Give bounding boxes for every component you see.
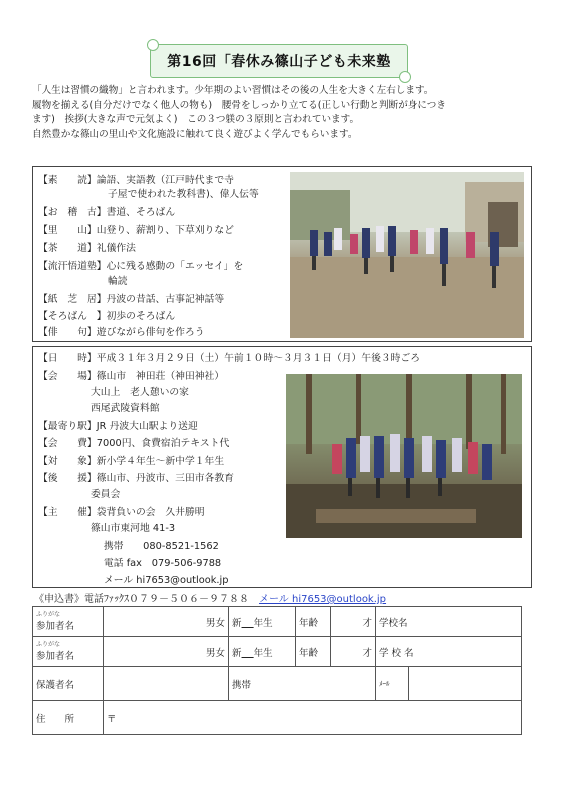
- page-title: 第16回「春休み篠山子ども未来塾: [167, 54, 391, 70]
- participant-label-1: ふりがな 参加者名: [33, 607, 104, 637]
- intro-line: ます) 挨拶(大きな声で元気よく) この３つ躾の３原則と言われています。: [32, 114, 360, 125]
- age-field-1[interactable]: 才: [331, 607, 376, 637]
- age-label-1: 年齢: [296, 607, 331, 637]
- curriculum-item: 【茶 道】礼儀作法: [38, 243, 136, 254]
- event-venue-2: 大山上 老人憩いの家: [91, 387, 189, 398]
- mail-label: ﾒｰﾙ: [376, 667, 409, 701]
- contact-mobile: 携帯 080-8521-1562: [104, 541, 219, 552]
- event-station: 【最寄り駅】JR 丹波大山駅より送迎: [38, 421, 198, 432]
- contact-email: メール hi7653@outlook.jp: [104, 575, 229, 586]
- event-date: 【日 時】平成３１年３月２９日（土）午前１０時～３月３１日（月）午後３時ごろ: [38, 353, 421, 364]
- grade-field-2[interactable]: 新 年生: [229, 637, 296, 667]
- photo-children-outdoors: [290, 172, 524, 338]
- age-field-2[interactable]: 才: [331, 637, 376, 667]
- postal-mark: 〒: [107, 713, 117, 725]
- address-label: 住 所: [33, 701, 104, 735]
- application-email-link[interactable]: メール hi7653@outlook.jp: [259, 594, 387, 605]
- mobile-field[interactable]: 携帯: [229, 667, 376, 701]
- grade-field-1[interactable]: 新 年生: [229, 607, 296, 637]
- application-form: [32, 606, 522, 735]
- curriculum-item: 【素 読】論語、実語教（江戸時代まで寺: [38, 175, 234, 186]
- application-heading: [34, 590, 386, 605]
- curriculum-item: 【お 稽 古】書道、そろばん: [38, 207, 176, 218]
- curriculum-item: 【そろばん 】初歩のそろばん: [38, 311, 176, 322]
- event-venue-3: 西尾武陵資料館: [91, 403, 160, 414]
- curriculum-item: 【流汗悟道塾】心に残る感動の「エッセイ」を: [38, 261, 244, 272]
- mail-field[interactable]: [409, 667, 522, 701]
- school-field-1[interactable]: 学校名: [376, 607, 522, 637]
- curriculum-item-cont: 輪読: [108, 276, 128, 287]
- intro-text: [32, 84, 532, 142]
- curriculum-item-cont: 子屋で使われた教科書)、偉人伝等: [108, 189, 259, 200]
- address-field[interactable]: [104, 701, 522, 735]
- intro-line: 「人生は習慣の織物」と言われます。少年期のよい習慣はその後の人生を大きく左右します。: [32, 85, 434, 96]
- event-host-address: 篠山市東河地 41-3: [91, 523, 176, 534]
- intro-line: 自然豊かな篠山の里山や文化施設に触れて良く遊びよく学んでもらいます。: [32, 128, 358, 140]
- event-venue: 【会 場】篠山市 神田荘（神田神社）: [38, 371, 225, 382]
- guardian-name-field[interactable]: [104, 667, 229, 701]
- intro-line: 履物を揃える(自分だけでなく他人の物も) 腰骨をしっかり立てる(正しい行動と判断が身につき: [32, 99, 446, 111]
- event-support-2: 委員会: [91, 489, 121, 500]
- guardian-label: 保護者名: [33, 667, 104, 701]
- age-label-2: 年齢: [296, 637, 331, 667]
- event-target: 【対 象】新小学４年生～新中学１年生: [38, 456, 225, 467]
- participant-name-field-1[interactable]: [104, 607, 229, 637]
- title-banner: [150, 44, 408, 78]
- contact-fax: 電話 fax 079-506-9788: [104, 558, 222, 569]
- curriculum-item: 【紙 芝 居】丹波の昔話、古事記神話等: [38, 294, 225, 305]
- event-host: 【主 催】袋背負いの会 久井勝明: [38, 507, 205, 518]
- curriculum-item: 【里 山】山登り、薪割り、下草刈りなど: [38, 225, 234, 236]
- curriculum-item: 【俳 句】遊びながら俳句を作ろう: [38, 327, 205, 338]
- gender-label: 男女: [205, 617, 225, 629]
- event-fee: 【会 費】7000円、食費宿泊テキスト代: [38, 438, 230, 449]
- application-phone: 《申込書》電話ﾌｧｯｸｽ０７９－５０６－９７８８: [34, 594, 249, 605]
- participant-label-2: ふりがな 参加者名: [33, 637, 104, 667]
- participant-name-field-2[interactable]: 男女: [104, 637, 229, 667]
- event-support: 【後 援】篠山市、丹波市、三田市各教育: [38, 473, 234, 484]
- school-field-2[interactable]: 学 校 名: [376, 637, 522, 667]
- photo-group-forest: [286, 374, 522, 538]
